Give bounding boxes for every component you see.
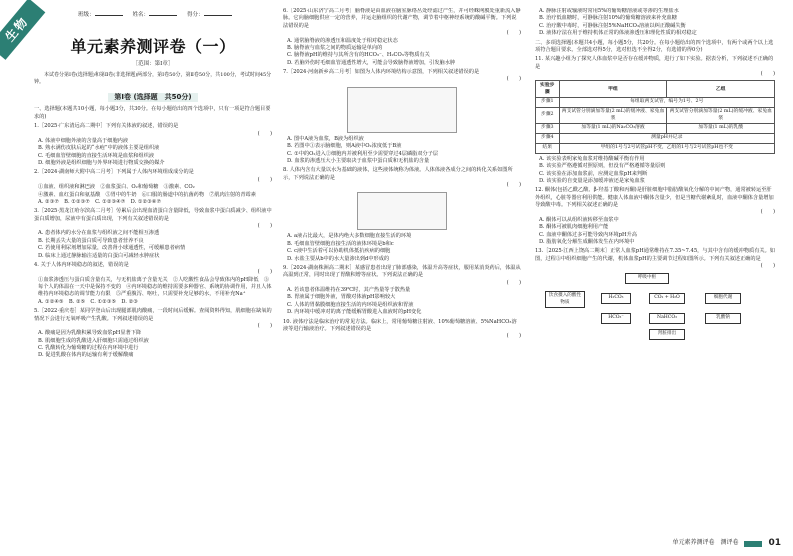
question-option: A. ①②④⑤ B. ②⑤ C. ①②③⑤ D. ②③ bbox=[38, 298, 138, 305]
question-option: B. 长期丢失大量的蛋白质可导致患者营养不良 bbox=[38, 237, 144, 244]
question-option: A. 图中A液为血浆，B液为组织液 bbox=[287, 135, 364, 142]
diagram-hco3-box: HCO₃⁻ bbox=[601, 313, 631, 324]
diagram-na-box: NaHCO₃ bbox=[649, 313, 685, 324]
question-option: B. 熟水满伤皮肤后起的“水疱”中的液体主要是组织液 bbox=[38, 145, 160, 152]
question-option: B. 胃液属于细胞外液，胃酸对体液pH影响较大 bbox=[287, 294, 396, 301]
table-cell: 甲组的1号与2号试管pH不变，乙组的1号与2号试管pH也不变 bbox=[559, 143, 775, 153]
table-cell: 加等量(1 mL)的乳酸 bbox=[667, 124, 775, 134]
question-stem: 10. 液体疗法是临床治疗的常见方法。临床上，常用葡萄糖注射液、10%葡萄糖溶液、5%NaHCO₃溶液等进行输液治疗。下列叙述错误的是 bbox=[283, 318, 517, 332]
question-item bbox=[535, 40, 775, 55]
question-option: A. 该实验表明家兔血浆对维持酸碱平衡有作用 bbox=[539, 155, 645, 162]
question-option: ①血浆渗透压与蛋白质含量有关，与无机盐离子含量无关 ②人吃酸性食品会导致体内的pH降低 ③每个人的体温在一天中是保持不变的 ④内环境稳态的维持需要多种器官、系统的协调作用，并且人体维持内环境稳态的调节能力有限 ⑤严重腹泻、呕吐，只需要补充足够的水，不用补充Na⁺ bbox=[38, 276, 272, 298]
question-item bbox=[283, 265, 521, 317]
question-option: C. 治疗酸中毒时，可静脉注射5%NaHCO₃溶液以纠正酸碱失衡 bbox=[539, 22, 686, 29]
question-item bbox=[535, 248, 775, 270]
col2-questions bbox=[283, 8, 521, 341]
page-number: 01 bbox=[768, 538, 781, 549]
question-option: C. 该实验在添加血浆前，应测定血浆pH来判断 bbox=[539, 170, 648, 177]
question-item bbox=[283, 69, 521, 165]
question-option: D. 临床上通过静脉输注适量的白蛋白可减轻水肿症状 bbox=[38, 252, 160, 259]
question-option: B. 肌细胞生成的乳酸进入肝细胞只需通过组织液 bbox=[38, 337, 149, 344]
page-footer bbox=[672, 537, 781, 550]
question-option: A. 静脉注射或输液时常用5%的葡萄糖溶液或等渗的生理盐水 bbox=[539, 8, 679, 14]
diagram-title: 呼吸中枢 bbox=[625, 273, 669, 284]
question-option: B. 治疗低血糖时，可静脉注射10%的葡萄糖溶液来补充血糖 bbox=[539, 15, 677, 22]
exam-scope: ［范围：第Ⅰ章］ bbox=[132, 60, 174, 67]
question-option: D. 若脑外伤时毛细血管通透性增大，可能会导致脑脊液增加，引发脑水肿 bbox=[287, 59, 456, 66]
question-stem: 2.［2024·湖南师大附中高二月考］下列属于人体内环境组成成分的是 bbox=[34, 169, 194, 176]
question-option: B. 酮体可被肌肉细胞利用产能 bbox=[539, 224, 609, 231]
table-row bbox=[536, 124, 775, 134]
answer-paren[interactable]: ( ) bbox=[257, 322, 272, 329]
question-item bbox=[535, 156, 775, 186]
student-info bbox=[78, 12, 272, 20]
column-3 bbox=[535, 8, 775, 548]
diagram-h2co3-box: H₂CO₃ bbox=[601, 293, 631, 304]
section-1-title: 第Ⅰ卷 (选择题 共50分) bbox=[34, 93, 272, 103]
score-field[interactable]: 得分： bbox=[187, 12, 232, 20]
part-1-instructions: 一、选择题(本题共10小题，每小题3分，共30分。在每小题给出的四个选项中，只有一项是符合题目要求的) bbox=[34, 106, 271, 120]
question-option: A. 患者体内的水分在血浆与组织液之间不能相互渗透 bbox=[38, 230, 160, 237]
col3-questions-b bbox=[535, 156, 775, 271]
question-option: C. 毛细血管壁细胞的直接生活环境是血浆和组织液 bbox=[38, 152, 155, 159]
answer-paren[interactable]: ( ) bbox=[506, 182, 521, 188]
question-stem: 13.［2025·江西上饶高二期末］正常人血浆pH通常维持在7.35~7.45，与其中含有的缓冲物质有关。如图，过程③中组织细胞产生的代谢，机体血浆pH的主要调节过程如图所示。下列有关叙述正确的是 bbox=[535, 248, 775, 262]
answer-paren[interactable]: ( ) bbox=[257, 269, 272, 276]
column-1 bbox=[34, 8, 272, 548]
question-option: A. 若该患者体温维持在39℃时，其产热量等于散热量 bbox=[287, 287, 411, 293]
col3-questions-a bbox=[535, 8, 775, 78]
table-row bbox=[536, 107, 775, 124]
answer-paren[interactable]: ( ) bbox=[257, 223, 272, 230]
question-item bbox=[34, 308, 272, 360]
answer-paren[interactable]: ( ) bbox=[506, 30, 521, 37]
question-option: A. 体液中细胞外液的含量高于细胞内液 bbox=[38, 137, 129, 144]
question-option: D. 水盐主要从b中的水大量渗出到d中形成的 bbox=[287, 255, 390, 262]
diagram-metab-box: 细胞代谢 bbox=[705, 293, 741, 304]
question-option: B. 毛细血管壁细胞直接生活的液体环境是b和c bbox=[287, 240, 394, 247]
question-stem: 11. 某兴趣小组为了探究人体血浆中是否存在缓冲物质，进行了如下实验。据表分析，下列叙述不正确的是 bbox=[535, 56, 774, 70]
table-cell: 两支试管分别滴加等量(2 mL)的缓冲液、家兔血浆 bbox=[559, 107, 667, 124]
question-option: D. 该实验的自变量是添加缓冲液还是家兔血浆 bbox=[539, 177, 645, 184]
question-option: C. 脑脊液pH的维持与其所含有的HCO₃⁻、H₂CO₃等物质有关 bbox=[287, 52, 430, 59]
answer-paren[interactable]: ( ) bbox=[760, 209, 775, 216]
footer-label: 单元素养测评卷 bbox=[672, 539, 715, 547]
question-option: C. 人体的胃黏膜细胞直接生活的内环境是组织液和胃液 bbox=[287, 301, 414, 308]
subject-ribbon: 生物 bbox=[0, 0, 45, 60]
question-stem: 1.［2025·广东清远高二期中］下列有关体液的叙述，错误的是 bbox=[34, 123, 179, 130]
question-option: D. 细胞外液是组织细胞与外界环境进行物质交换的媒介 bbox=[38, 160, 165, 167]
answer-paren[interactable]: ( ) bbox=[257, 130, 272, 137]
question-item bbox=[34, 169, 272, 206]
table-cell: 步骤1 bbox=[536, 97, 560, 107]
table-row bbox=[536, 143, 775, 153]
question-stem: 6.［2025·山东济宁高二月考］脑脊液是由血液在脑室脉络丛处经滤过产生，并可经蛛网膜处重新流入静脉。它向脑细胞供应一定的营养，并运走脑组织的代谢产物，调节着中枢神经系统的酸碱平衡。下列说法错误的是 bbox=[283, 8, 521, 29]
answer-paren[interactable]: ( ) bbox=[506, 279, 521, 286]
question-item bbox=[535, 56, 775, 78]
ph-regulation-diagram bbox=[545, 273, 765, 339]
question-item bbox=[34, 262, 272, 306]
body-fluid-figure bbox=[357, 192, 447, 230]
footer-sub: 测评卷 bbox=[720, 539, 739, 547]
diagram-urine-box: 肾脏排出 bbox=[649, 329, 685, 340]
question-stem: 8. 人体内含有大量以水为基础的液体，这些液体统称为体液。人体体液各成分之间的转化关系如图所示，下列说法正确的是 bbox=[283, 167, 513, 181]
question-option: ①血液、组织液和淋巴液 ②血浆蛋白、O₂和葡萄糖 ③激素、CO₂ bbox=[38, 184, 195, 191]
table-cell: 结果 bbox=[536, 143, 560, 153]
question-stem: 3.［2025·黑龙江哈尔滨高二月考］劳累后会出现血清蛋白含量降低，导致血浆中蛋白质减少、组织液中蛋白质增加，尿液中有蛋白质出现，下列有关叙述错误的是 bbox=[34, 208, 272, 222]
question-option: D. 促进乳酸在体内的运输有利于缓解酸痛 bbox=[38, 352, 134, 359]
question-item bbox=[283, 319, 521, 341]
question-option: A. 酮体可以从组织液转移至血浆中 bbox=[539, 216, 619, 223]
question-option: C. c液中生活着可以协助机体抵抗疾病的细胞 bbox=[287, 248, 391, 255]
internal-environment-figure bbox=[347, 87, 457, 133]
question-option: D. 血浆的渗透压大小主要取决于血浆中蛋白质和无机盐的含量 bbox=[287, 157, 430, 164]
class-field[interactable]: 班级： bbox=[78, 12, 123, 20]
question-option: C. 血液中酮体过多可能导致内环境pH升高 bbox=[539, 231, 637, 238]
answer-paren[interactable]: ( ) bbox=[257, 176, 272, 183]
question-item bbox=[34, 208, 272, 260]
question-option: ④激素、血红蛋白和氨基酸 ⑤胃中的牛奶 ⑥口服的肠道中的抗菌药物 ⑦肌肉注射的青霉素 bbox=[38, 191, 256, 198]
table-cell: 步骤3 bbox=[536, 124, 560, 134]
answer-paren[interactable]: ( ) bbox=[506, 76, 521, 83]
table-cell: 两支试管分别滴加等量(2 mL)的缓冲液、家兔血浆 bbox=[667, 107, 775, 124]
question-option: D. 液体疗法在用于维持机体正常的体液渗透压和理化性质的相对稳定 bbox=[539, 30, 697, 37]
table-header: 实验步骤 bbox=[536, 81, 560, 98]
question-stem: 9.［2024·湖南株洲高二期末］某感冒患者出现了肺部感染，体温升高等症状，服用某消炎药后，体温从高温到正常，同时出现了胃酸积增等症状。下列说法正确的是 bbox=[283, 264, 521, 279]
question-option: A. a液占比最大，是体内绝大多数细胞直接生活的环境 bbox=[287, 233, 412, 240]
answer-paren[interactable]: ( ) bbox=[760, 263, 775, 269]
diagram-co2-box: CO₂ + H₂O bbox=[649, 293, 685, 304]
table-cell: 加等量(1 mL)的Na₂CO₃溶液 bbox=[559, 124, 667, 134]
footer-bar bbox=[744, 541, 762, 547]
question-option: A. 酸痛是因为乳酸积累导致血浆pH显著下降 bbox=[38, 330, 142, 337]
question-stem: 4. 关于人体内环境稳态的叙述，错误的是 bbox=[34, 261, 129, 268]
question-option: B. 脑脊液与血浆之间的物质运输是单向的 bbox=[287, 44, 383, 51]
experiment-table bbox=[535, 80, 775, 153]
question-option: B. 若图中①表示脑细胞，则A液中O₂浓度低于B液 bbox=[287, 143, 402, 150]
question-option: C. 若使用利尿剂增加尿量，改善肾小球通透性，可缓解患者病情 bbox=[38, 245, 186, 252]
table-cell: 步骤2 bbox=[536, 107, 560, 124]
diagram-food-box: 饮食摄入的酸性物质 bbox=[545, 291, 585, 308]
table-row bbox=[536, 134, 775, 144]
question-stem: 12. 酮体(包括乙酰乙酸、β-羟基丁酸和丙酮)是肝脏细胞中脂肪酸氧化分解的中间产物，通常被转运至肝外组织，心脏等器官利用供能。健康人体血液中酮体含量少，但是当糖代谢紊乱时，血液中酮体含量增加导致酸中毒。下列相关叙述正确的是 bbox=[535, 187, 774, 208]
question-stem: 5.［2022·重庆卷］某同学登山后出现腿部肌肉酸痛，一段时间后缓解。查阅资料得知，肌细胞在缺氧的情况下会进行无氧呼吸产生乳酸。下列叙述错误的是 bbox=[34, 308, 272, 322]
question-item bbox=[34, 123, 272, 167]
question-item bbox=[535, 8, 775, 38]
question-option: D. 内环境中缓冲对的离子能缓解胃酸进入血液时的pH变化 bbox=[287, 309, 422, 316]
question-option: D. 脂肪氧化分解生成酮体发生在内环境中 bbox=[539, 238, 635, 245]
table-row bbox=[536, 97, 775, 107]
table-header: 乙组 bbox=[667, 81, 775, 98]
question-stem: 二、多项选择题(本题共4小题，每小题5分，共20分。在每小题给出的四个选项中，有两个或两个以上选项符合题目要求。全部选对得5分，选对但选不全得2分，有选错的得0分) bbox=[535, 39, 774, 53]
question-item bbox=[283, 8, 521, 67]
answer-paren[interactable]: ( ) bbox=[760, 71, 775, 77]
question-option: B. 该实验严格遵循对照原则，但没有严格遵循等量原则 bbox=[539, 163, 666, 170]
exam-title: 单元素养测评卷（一） bbox=[70, 36, 236, 56]
name-field[interactable]: 姓名： bbox=[133, 12, 178, 20]
table-cell: 步骤4 bbox=[536, 134, 560, 144]
table-cell: 每组取两支试管，编号为1号、2号 bbox=[559, 97, 775, 107]
question-option: C. ①中的O₂进入②细胞内并被利用至少需要穿过4层磷脂双分子层 bbox=[287, 150, 439, 157]
question-item bbox=[535, 187, 775, 246]
question-option: C. 乳酸转化为葡萄糖的过程在内环境中进行 bbox=[38, 345, 139, 352]
table-cell: 测量pH并记录 bbox=[559, 134, 775, 144]
answer-paren[interactable]: ( ) bbox=[506, 333, 521, 340]
column-2 bbox=[283, 8, 521, 548]
question-option: A. 通常脑脊液的渗透压和温度处于相对稳定状态 bbox=[287, 37, 398, 44]
question-stem: 7.［2024·河南新乡高二月考］如图为人体内环境结构示意图，下列相关叙述错误的是 bbox=[283, 69, 480, 75]
question-item bbox=[283, 167, 521, 263]
diagram-lactic-box: 乳酸钠 bbox=[705, 313, 741, 324]
question-option: A. ②③⑦ B. ①②③⑦ C. ①②③④⑦ D. ①②③⑥⑦ bbox=[38, 198, 162, 205]
table-header: 甲组 bbox=[559, 81, 667, 98]
col1-questions bbox=[34, 123, 272, 360]
exam-intro: 本试卷分第Ⅰ卷(选择题)和第Ⅱ卷(非选择题)两部分，第Ⅰ卷50分，第Ⅱ卷50分，共100分，考试时间45分钟。 bbox=[34, 72, 272, 86]
